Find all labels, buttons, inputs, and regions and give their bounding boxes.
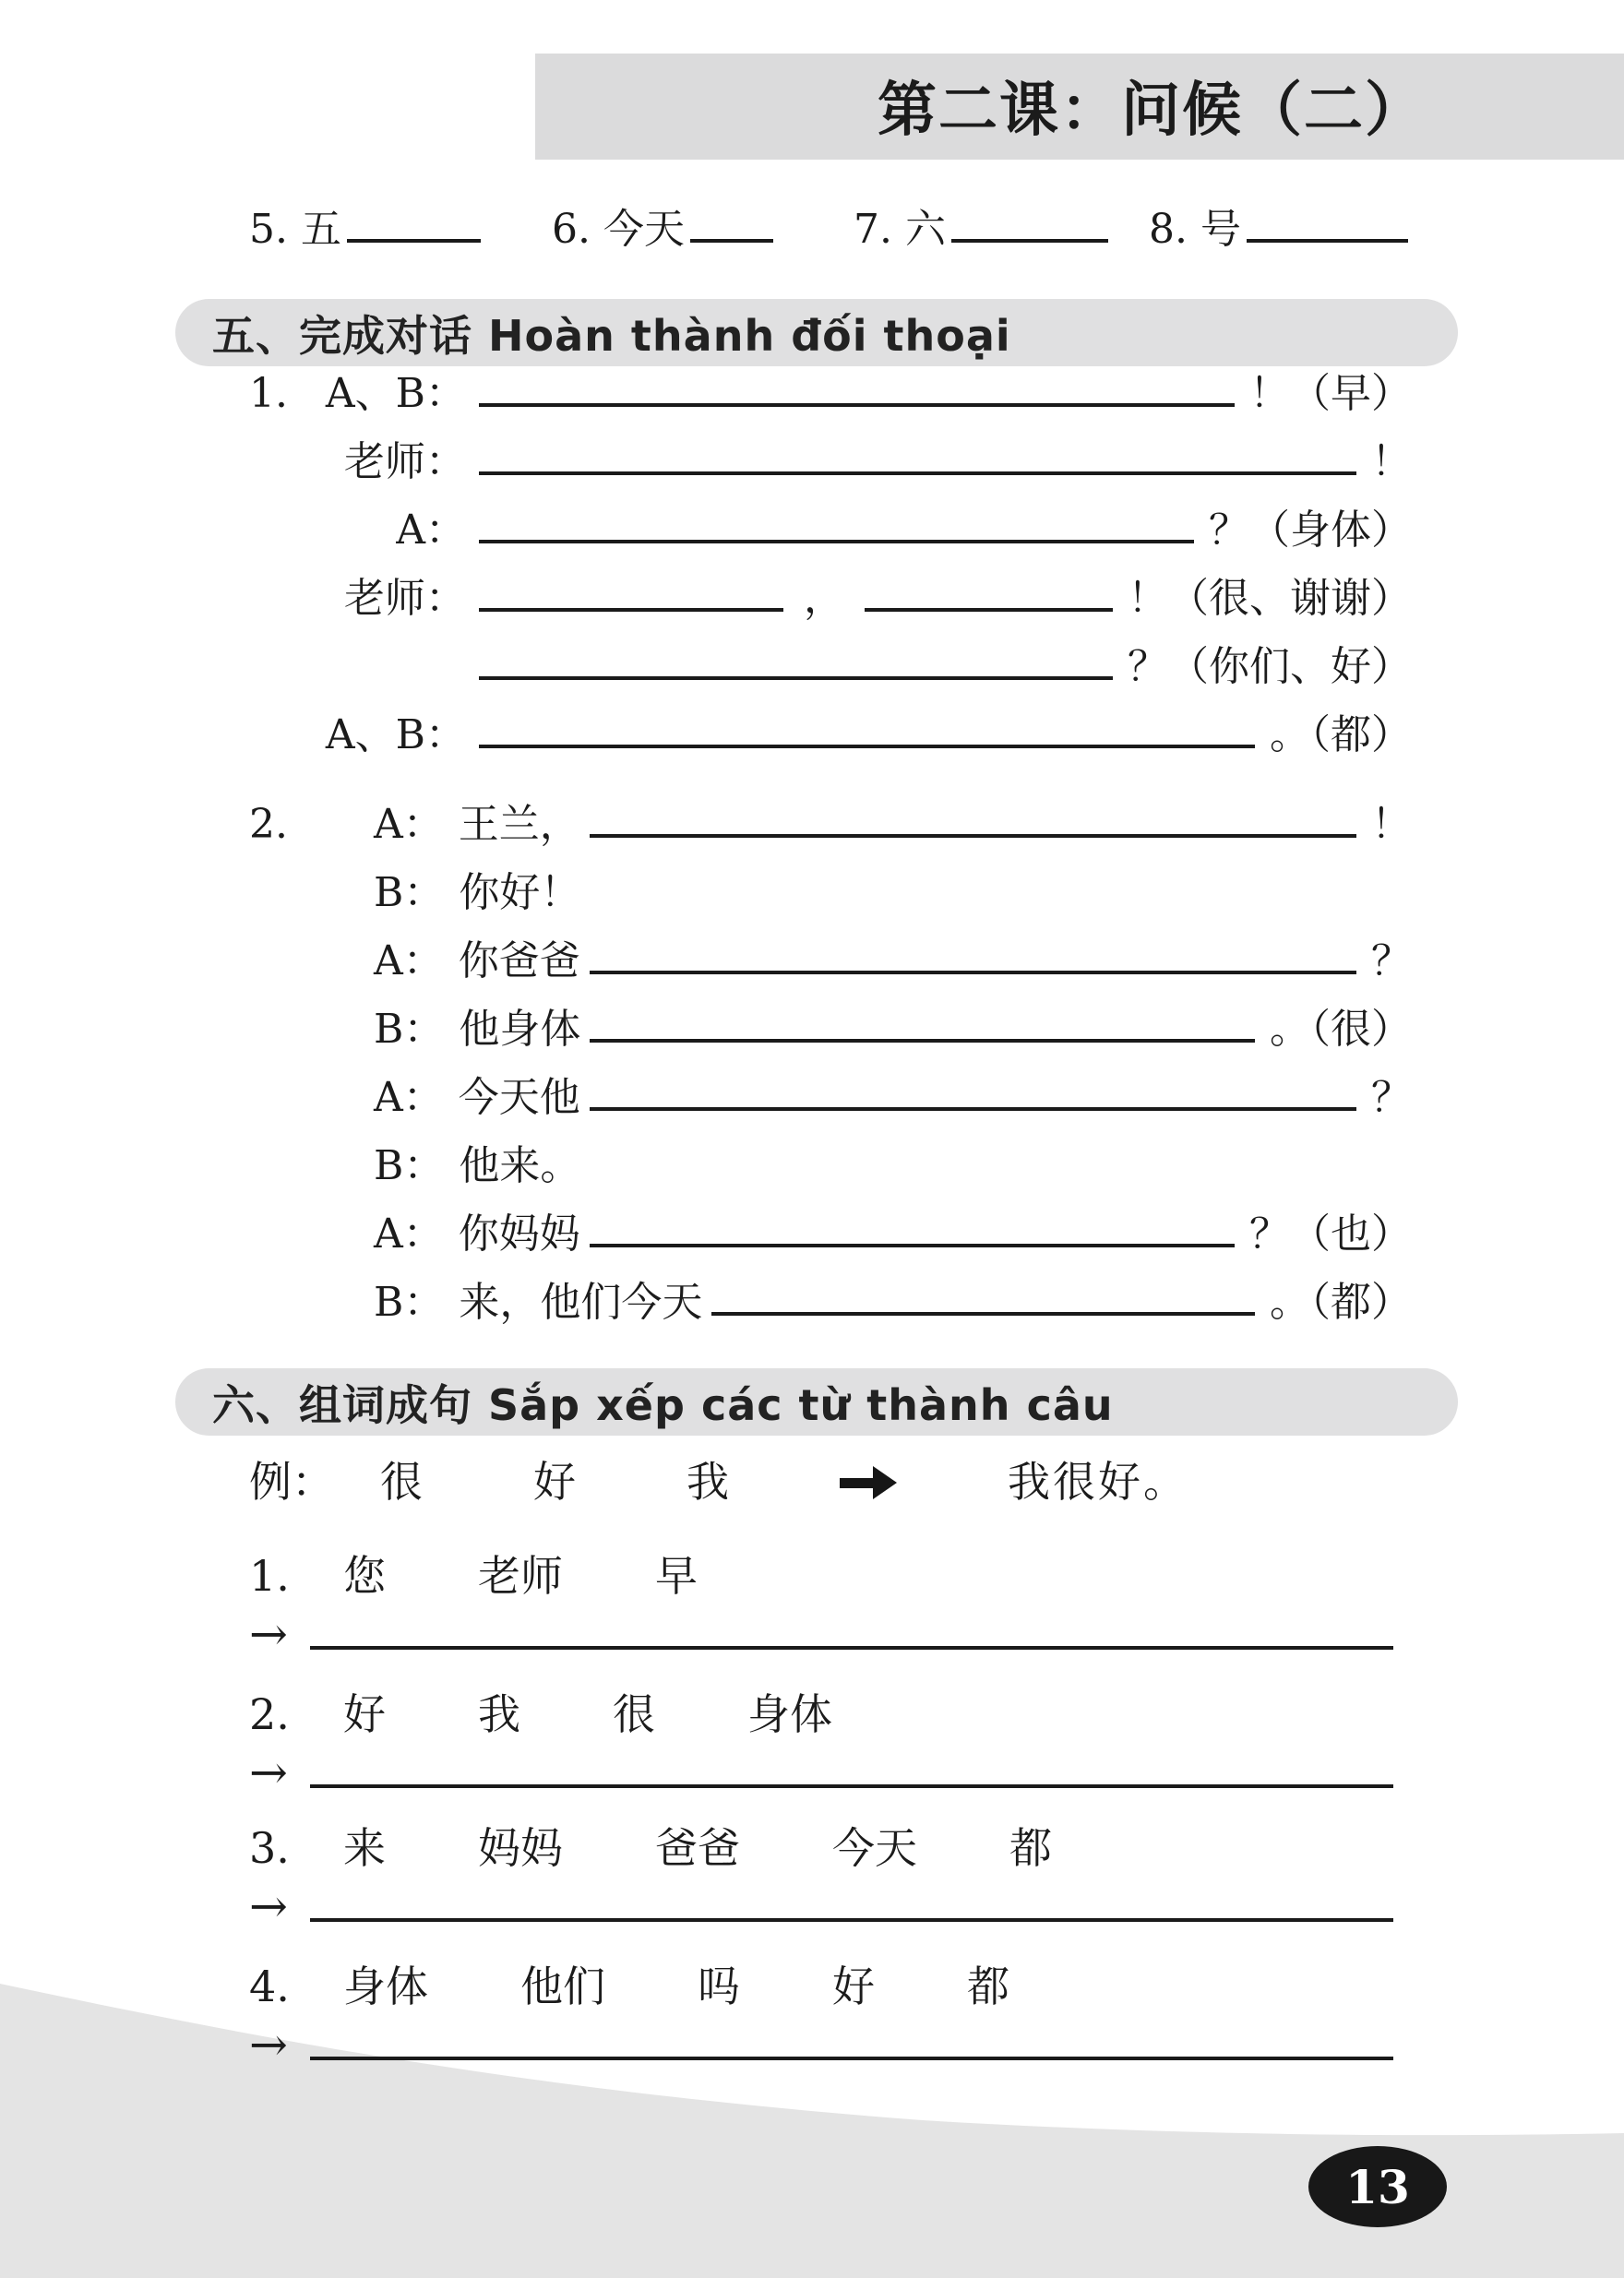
example-row [249, 1449, 1412, 1517]
answer-blank [590, 1107, 1356, 1111]
row-suffix: 。（都） [1270, 1279, 1412, 1326]
answer-blank [951, 237, 1108, 243]
answer-blank [479, 471, 1356, 475]
dialogue-row [249, 1269, 1412, 1337]
arrange-item [249, 1953, 1393, 2082]
item-number: 3. [249, 1823, 290, 1873]
item-number: 1. [249, 1551, 290, 1601]
item-number: 1. [249, 370, 288, 417]
speaker-label: 老师： [344, 438, 466, 485]
word-token: 身体 [747, 1689, 832, 1739]
fill-in-label: 8. 号 [1149, 206, 1241, 253]
row-suffix: ？ [1371, 937, 1412, 984]
word-token: 妈妈 [478, 1823, 563, 1873]
speaker-label: A、B： [325, 711, 466, 758]
fill-in-item [854, 196, 1108, 255]
lesson-header-band [535, 54, 1624, 160]
answer-blank [479, 745, 1255, 748]
row-suffix: ？ [1371, 1074, 1412, 1121]
row-suffix: ？（你们、好） [1128, 643, 1412, 690]
speaker-label: A： [374, 937, 444, 984]
arrow-right-icon: → [249, 1607, 288, 1661]
lesson-title: 第二课：问候（二） [878, 76, 1426, 145]
dialogue-row [249, 996, 1412, 1064]
dialogue-row [249, 859, 1412, 927]
word-token: 好 [343, 1689, 386, 1739]
speaker-label: A： [374, 1211, 444, 1258]
row-suffix: ？（身体） [1209, 507, 1412, 554]
word-token: 您 [343, 1551, 386, 1601]
page-number: 13 [1345, 2159, 1410, 2214]
dialogue-exercise-1 [249, 360, 1412, 769]
dialogue-exercise-2 [249, 791, 1412, 1337]
word-token: 好 [832, 1962, 875, 2011]
arrange-item [249, 1543, 1393, 1672]
answer-row [249, 1607, 1393, 1672]
item-number: 2. [249, 1689, 290, 1739]
word-token: 早 [655, 1551, 698, 1601]
dialogue-row [249, 565, 1412, 633]
word-token: 今天 [832, 1823, 917, 1873]
dialogue-row [249, 791, 1412, 859]
word-token: 我 [478, 1689, 520, 1739]
dialogue-row [249, 1132, 1412, 1200]
answer-blank [310, 1784, 1393, 1788]
answer-blank [479, 403, 1235, 407]
speaker-label: A： [396, 507, 466, 554]
speaker-label: 老师： [344, 575, 466, 622]
answer-blank [590, 971, 1356, 974]
arrow-right-icon: → [249, 1879, 288, 1933]
row-text: 你爸爸 [458, 937, 580, 984]
row-text: 他身体 [459, 1006, 581, 1053]
item-number: 4. [249, 1962, 290, 2011]
dialogue-row [249, 1200, 1412, 1269]
speaker-label: A： [374, 801, 444, 848]
word-row [249, 1953, 1393, 2018]
arrange-item [249, 1815, 1393, 1944]
section-heading-complete-dialogue [175, 299, 1458, 366]
fill-in-label: 7. 六 [854, 206, 946, 253]
word-token: 很 [613, 1689, 655, 1739]
example-result: 我很好。 [1008, 1457, 1188, 1507]
arrow-right-icon: → [249, 1746, 288, 1799]
answer-row [249, 2018, 1393, 2082]
section-heading-label: 五、完成对话 Hoàn thành đối thoại [212, 310, 1011, 361]
row-text: 今天他 [458, 1074, 580, 1121]
word-token: 老师 [478, 1551, 563, 1601]
speaker-label: B： [374, 1142, 445, 1189]
row-suffix: ！（早） [1249, 370, 1412, 417]
row-suffix: ！ [1371, 438, 1412, 485]
row-comma: ， [804, 575, 844, 622]
dialogue-row [249, 360, 1412, 428]
word-token: 身体 [343, 1962, 428, 2011]
word-token: 他们 [520, 1962, 605, 2011]
word-token: 好 [533, 1457, 576, 1507]
word-row [249, 1815, 1393, 1879]
answer-blank [347, 237, 481, 243]
answer-blank [711, 1312, 1255, 1316]
dialogue-row [249, 701, 1412, 769]
answer-blank [479, 608, 783, 612]
row-text: 来，他们今天 [459, 1279, 703, 1326]
fill-in-number-row [0, 196, 1624, 268]
answer-blank [310, 2057, 1393, 2060]
fill-in-label: 5. 五 [249, 206, 341, 253]
speaker-label: B： [374, 869, 445, 916]
answer-row [249, 1879, 1393, 1944]
dialogue-row [249, 927, 1412, 996]
arrange-item [249, 1681, 1393, 1810]
answer-blank [590, 1244, 1235, 1247]
answer-blank [479, 676, 1113, 680]
word-token: 来 [343, 1823, 386, 1873]
dialogue-row [249, 633, 1412, 701]
word-token: 爸爸 [655, 1823, 740, 1873]
row-text: 他来。 [459, 1142, 581, 1189]
row-suffix: 。（都） [1270, 711, 1412, 758]
word-row [249, 1681, 1393, 1746]
row-suffix: ？（也） [1249, 1211, 1412, 1258]
row-text: 你好！ [459, 869, 581, 916]
word-token: 都 [967, 1962, 1009, 2011]
speaker-label: B： [374, 1279, 445, 1326]
word-token: 很 [380, 1457, 423, 1507]
answer-blank [690, 237, 773, 243]
answer-blank [479, 540, 1194, 543]
answer-blank [865, 608, 1113, 612]
dialogue-row [249, 428, 1412, 496]
fill-in-item [249, 196, 481, 255]
row-suffix: ！（很、谢谢） [1128, 575, 1412, 622]
answer-blank [310, 1918, 1393, 1922]
fill-in-label: 6. 今天 [552, 206, 685, 253]
word-row [249, 1543, 1393, 1607]
fill-in-item [1149, 196, 1408, 255]
speaker-label: B： [374, 1006, 445, 1053]
dialogue-row [249, 496, 1412, 565]
arrow-right-icon [840, 1466, 897, 1499]
answer-blank [590, 834, 1356, 838]
item-number: 2. [249, 801, 288, 848]
arrow-right-icon: → [249, 2018, 288, 2071]
answer-row [249, 1746, 1393, 1810]
answer-blank [1247, 237, 1408, 243]
answer-blank [590, 1039, 1255, 1043]
word-token: 都 [1009, 1823, 1052, 1873]
row-suffix: ！ [1371, 801, 1412, 848]
speaker-label: A、B： [325, 370, 466, 417]
section-heading-label: 六、组词成句 Sắp xếp các từ thành câu [212, 1379, 1114, 1430]
answer-blank [310, 1646, 1393, 1650]
word-token: 我 [687, 1457, 729, 1507]
row-suffix: 。（很） [1270, 1006, 1412, 1053]
section-heading-arrange-words [175, 1368, 1458, 1436]
word-token: 吗 [698, 1962, 740, 2011]
fill-in-item [552, 196, 773, 255]
row-text: 王兰， [458, 801, 580, 848]
page-number-badge [1308, 2146, 1447, 2227]
speaker-label: A： [374, 1074, 444, 1121]
row-text: 你妈妈 [458, 1211, 580, 1258]
example-label: 例： [249, 1457, 334, 1507]
dialogue-row [249, 1064, 1412, 1132]
